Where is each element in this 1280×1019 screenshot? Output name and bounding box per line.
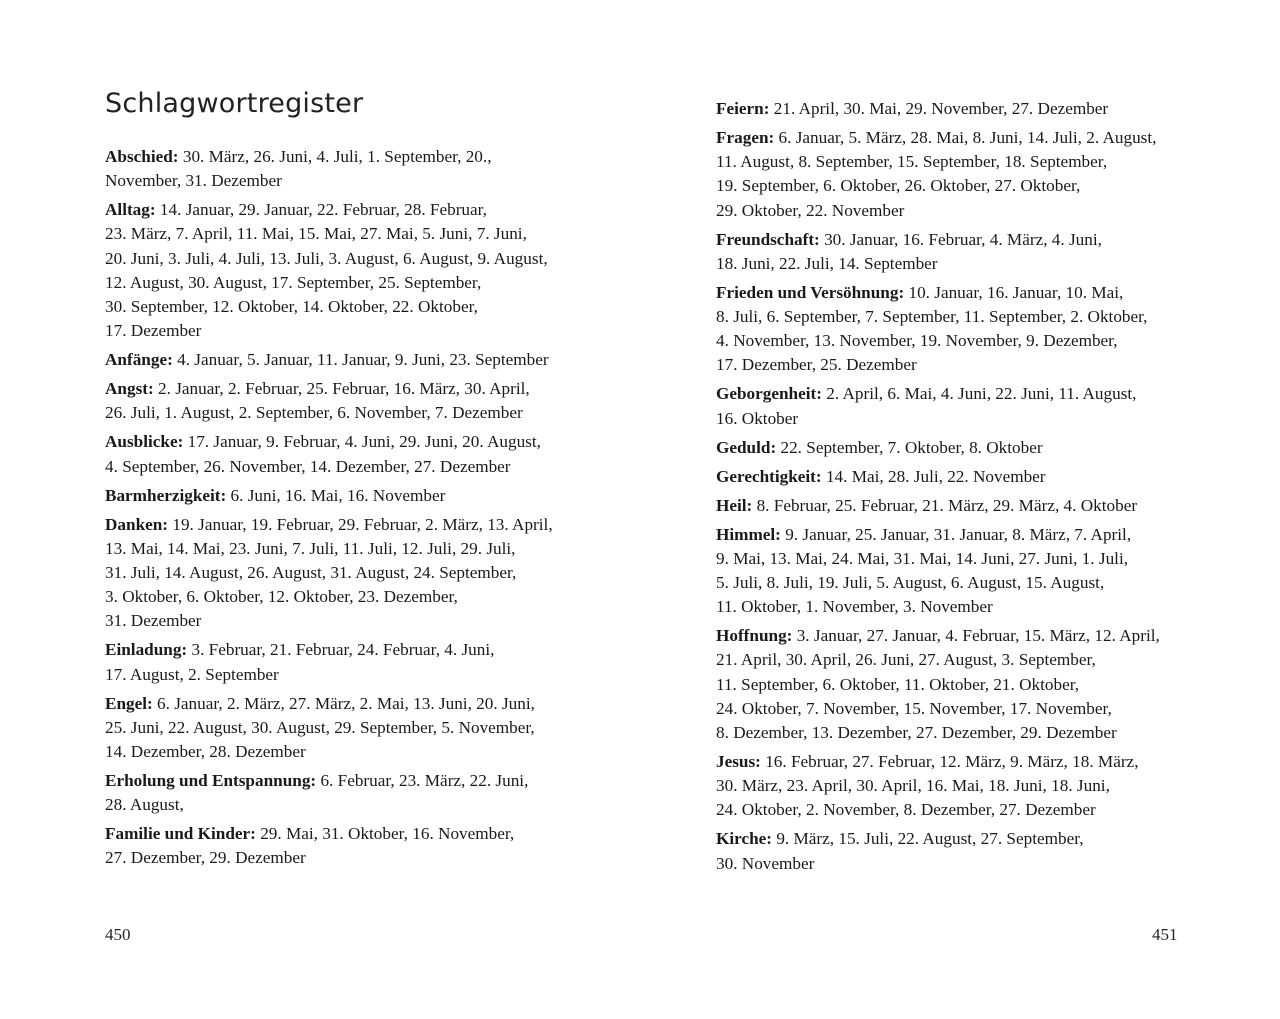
index-references-line: 30. November [716, 853, 815, 873]
index-term: Fragen: [716, 128, 775, 147]
index-entries-left [105, 145, 575, 875]
index-term: Angst: [105, 379, 154, 399]
index-references-line: 14. Januar, 29. Januar, 22. Februar, 28. Februar, [159, 200, 487, 220]
index-entry [105, 638, 575, 686]
index-entry [716, 228, 1186, 276]
index-references-line: 6. Juni, 16. Mai, 16. November [230, 485, 446, 505]
index-references-line: 17. Dezember, 25. Dezember [716, 355, 917, 375]
index-references-line: 3. Januar, 27. Januar, 4. Februar, 15. März, 12. April, [796, 626, 1160, 646]
index-references-line: 31. Dezember [105, 611, 202, 631]
index-references-line: 17. Januar, 9. Februar, 4. Juni, 29. Juni, 20. August, [187, 432, 541, 452]
index-term: Anfänge: [105, 350, 173, 370]
index-references-line: 8. Juli, 6. September, 7. September, 11. September, 2. Oktober, [716, 307, 1148, 327]
index-references-line: 22. September, 7. Oktober, 8. Oktober [780, 437, 1043, 457]
index-references-line: 5. Juli, 8. Juli, 19. Juli, 5. August, 6. August, 15. August, [716, 573, 1105, 593]
index-references-line: 2. Januar, 2. Februar, 25. Februar, 16. März, 30. April, [158, 379, 530, 399]
index-term: Feiern: [716, 99, 770, 118]
index-entry [716, 382, 1186, 430]
index-references-line: 11. Oktober, 1. November, 3. November [716, 597, 993, 617]
index-references-line: 14. Mai, 28. Juli, 22. November [825, 466, 1046, 486]
index-term: Himmel: [716, 524, 781, 544]
index-references-line: 9. März, 15. Juli, 22. August, 27. September, [776, 829, 1084, 849]
index-entry [105, 348, 575, 372]
index-references-line: 6. Februar, 23. März, 22. Juni, [320, 771, 529, 791]
page-number-left: 450 [105, 925, 131, 944]
index-entry [716, 494, 1186, 518]
index-references-line: 25. Juni, 22. August, 30. August, 29. September, 5. November, [105, 717, 535, 737]
index-entries-right [716, 97, 1186, 881]
index-references-line: 21. April, 30. Mai, 29. November, 27. Dezember [773, 99, 1109, 118]
index-references-line: 3. Februar, 21. Februar, 24. Februar, 4. Juni, [191, 640, 495, 660]
index-term: Erholung und Entspannung: [105, 771, 317, 791]
page-number-right: 451 [1152, 925, 1178, 944]
index-references-line: 29. Mai, 31. Oktober, 16. November, [260, 824, 515, 844]
index-term: Engel: [105, 693, 153, 713]
index-entry [716, 750, 1186, 823]
index-references-line: 16. Februar, 27. Februar, 12. März, 9. März, 18. März, [765, 752, 1139, 772]
index-references-line: 13. Mai, 14. Mai, 23. Juni, 7. Juli, 11. Juli, 12. Juli, 29. Juli, [105, 538, 516, 558]
index-entry [105, 692, 575, 765]
index-term: Hoffnung: [716, 626, 793, 646]
index-references-line: 26. Juli, 1. August, 2. September, 6. November, 7. Dezember [105, 403, 523, 423]
index-references-line: 2. April, 6. Mai, 4. Juni, 22. Juni, 11. August, [826, 384, 1137, 404]
index-references-line: 27. Dezember, 29. Dezember [105, 848, 306, 868]
index-references-line: 29. Oktober, 22. November [716, 200, 905, 220]
index-references-line: 8. Februar, 25. Februar, 21. März, 29. März, 4. Oktober [756, 495, 1138, 515]
index-references-line: 3. Oktober, 6. Oktober, 12. Oktober, 23. Dezember, [105, 587, 458, 607]
index-references-line: 6. Januar, 2. März, 27. März, 2. Mai, 13. Juni, 20. Juni, [157, 693, 535, 713]
index-entry [716, 126, 1186, 223]
index-references-line: 4. September, 26. November, 14. Dezember, 27. Dezember [105, 456, 511, 476]
index-term: Ausblicke: [105, 432, 184, 452]
index-term: Jesus: [716, 752, 761, 772]
index-references-line: 30. Januar, 16. Februar, 4. März, 4. Juni, [824, 229, 1102, 249]
index-entry [105, 769, 575, 817]
index-entry [105, 484, 575, 508]
index-entry [105, 198, 575, 343]
index-references-line: November, 31. Dezember [105, 171, 282, 191]
index-term: Familie und Kinder: [105, 824, 256, 844]
index-references-line: 19. September, 6. Oktober, 26. Oktober, 27. Oktober, [716, 176, 1081, 196]
index-references-line: 4. Januar, 5. Januar, 11. Januar, 9. Juni, 23. September [177, 350, 549, 370]
index-entry [105, 145, 575, 193]
index-term: Alltag: [105, 200, 156, 220]
index-term: Danken: [105, 514, 169, 534]
index-term: Geborgenheit: [716, 384, 822, 404]
index-entry [716, 624, 1186, 745]
index-references-line: 8. Dezember, 13. Dezember, 27. Dezember, 29. Dezember [716, 723, 1117, 743]
index-term: Frieden und Versöhnung: [716, 282, 905, 302]
index-term: Heil: [716, 495, 753, 515]
index-references-line: 4. November, 13. November, 19. November, 9. Dezember, [716, 331, 1118, 351]
index-references-line: 24. Oktober, 7. November, 15. November, 17. November, [716, 698, 1112, 718]
index-term: Freundschaft: [716, 229, 820, 249]
index-term: Abschied: [105, 147, 179, 166]
index-references-line: 30. September, 12. Oktober, 14. Oktober, 22. Oktober, [105, 297, 478, 317]
index-references-line: 31. Juli, 14. August, 26. August, 31. August, 24. September, [105, 563, 517, 583]
index-references-line: 21. April, 30. April, 26. Juni, 27. August, 3. September, [716, 650, 1096, 670]
index-references-line: 14. Dezember, 28. Dezember [105, 742, 306, 762]
index-references-line: 28. August, [105, 795, 184, 815]
index-entry [716, 97, 1186, 121]
index-entry [716, 281, 1186, 378]
index-entry [716, 436, 1186, 460]
index-term: Barmherzigkeit: [105, 485, 227, 505]
index-term: Kirche: [716, 829, 773, 849]
index-references-line: 9. Mai, 13. Mai, 24. Mai, 31. Mai, 14. Juni, 27. Juni, 1. Juli, [716, 548, 1129, 568]
index-references-line: 11. August, 8. September, 15. September, 18. September, [716, 152, 1108, 172]
index-references-line: 19. Januar, 19. Februar, 29. Februar, 2. März, 13. April, [172, 514, 553, 534]
index-references-line: 12. August, 30. August, 17. September, 25. September, [105, 272, 482, 292]
index-references-line: 18. Juni, 22. Juli, 14. September [716, 253, 938, 273]
index-references-line: 30. März, 26. Juni, 4. Juli, 1. September, 20., [182, 147, 492, 166]
index-term: Gerechtigkeit: [716, 466, 822, 486]
index-references-line: 23. März, 7. April, 11. Mai, 15. Mai, 27. Mai, 5. Juni, 7. Juni, [105, 224, 527, 244]
index-entry [716, 523, 1186, 620]
index-references-line: 16. Oktober [716, 408, 799, 428]
index-entry [716, 465, 1186, 489]
index-term: Geduld: [716, 437, 777, 457]
index-term: Einladung: [105, 640, 188, 660]
index-entry [105, 430, 575, 478]
index-references-line: 6. Januar, 5. März, 28. Mai, 8. Juni, 14. Juli, 2. August, [778, 128, 1157, 147]
index-entry [105, 513, 575, 634]
index-entry [716, 827, 1186, 875]
index-references-line: 30. März, 23. April, 30. April, 16. Mai, 18. Juni, 18. Juni, [716, 776, 1110, 796]
index-entry [105, 377, 575, 425]
index-references-line: 9. Januar, 25. Januar, 31. Januar, 8. März, 7. April, [785, 524, 1132, 544]
index-references-line: 10. Januar, 16. Januar, 10. Mai, [908, 282, 1124, 302]
index-references-line: 17. Dezember [105, 321, 202, 341]
page-title: Schlagwortregister [105, 88, 364, 119]
index-references-line: 20. Juni, 3. Juli, 4. Juli, 13. Juli, 3. August, 6. August, 9. August, [105, 248, 548, 268]
index-references-line: 17. August, 2. September [105, 664, 279, 684]
index-references-line: 11. September, 6. Oktober, 11. Oktober, 21. Oktober, [716, 674, 1080, 694]
index-references-line: 24. Oktober, 2. November, 8. Dezember, 27. Dezember [716, 800, 1096, 820]
index-entry [105, 822, 575, 870]
